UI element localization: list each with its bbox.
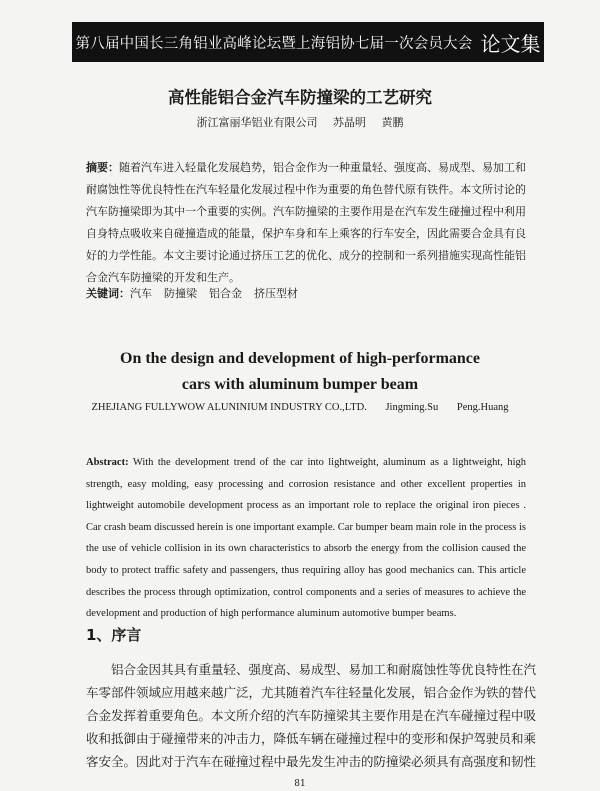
page-number: 81	[294, 779, 306, 789]
conference-banner	[72, 22, 544, 62]
chinese-author: 苏晶明	[333, 116, 366, 129]
collection-label: 论文集	[480, 31, 541, 56]
chinese-abstract-label: 摘要：	[86, 161, 119, 174]
chinese-title: 高性能铝合金汽车防撞梁的工艺研究	[168, 88, 432, 107]
chinese-keywords	[86, 285, 526, 303]
english-abstract	[86, 452, 526, 625]
chinese-affiliation: 浙江富丽华铝业有限公司	[196, 116, 318, 129]
english-title	[0, 346, 600, 398]
keyword: 铝合金	[209, 287, 242, 300]
chinese-abstract	[86, 157, 526, 289]
section-body: 铝合金因其具有重量轻、强度高、易成型、易加工和耐腐蚀性等优良特性在汽车零部件领域应用越来越广泛，尤其随着汽车往轻量化发展，铝合金作为铁的替代合金发挥着重要角色。本文所介绍的汽车防撞梁其主要作用是在汽车碰撞过程中吸收和抵御由于碰撞带来的冲击力，降低车辆在碰撞过程中的变形和保护驾驶员和乘客安全。因此对于汽车在碰撞过程中最先发生冲击的防撞梁必须具有高强度和韧性	[86, 662, 537, 769]
english-author: Peng.Huang	[456, 402, 509, 413]
keyword: 防撞梁	[164, 287, 197, 300]
chinese-author: 黄鹏	[381, 116, 404, 129]
english-affiliation: ZHEJIANG FULLYWOW ALUNINIUM INDUSTRY CO.,LTD.	[91, 402, 367, 413]
english-abstract-label: Abstract:	[86, 457, 129, 468]
chinese-affiliation-line	[0, 114, 600, 130]
keyword: 汽车	[130, 287, 152, 300]
english-title-line: cars with aluminum bumper beam	[181, 376, 419, 393]
english-title-line: On the design and development of high-performance	[120, 350, 480, 367]
section-heading: 1、序言	[86, 626, 142, 644]
english-author: Jingming.Su	[385, 402, 439, 413]
chinese-keywords-label: 关键词：	[86, 287, 130, 300]
conference-name: 第八届中国长三角铝业高峰论坛暨上海铝协七届一次会员大会	[75, 35, 473, 52]
chinese-abstract-text: 随着汽车进入轻量化发展趋势，铝合金作为一种重量轻、强度高、易成型、易加工和耐腐蚀性等优良特性在汽车轻量化发展过程中作为重要的角色替代原有铁件。本文所讨论的汽车防撞梁即为其中一个重要的实例。汽车防撞梁的主要作用是在汽车发生碰撞过程中利用自身特点吸收来自碰撞造成的能量，保护车身和车上乘客的行车安全，因此需要合金具有良好的力学性能。本文主要讨论通过挤压工艺的优化、成分的控制和一系列措施实现高性能铝合金汽车防撞梁的开发和生产。	[86, 161, 526, 284]
keyword: 挤压型材	[254, 287, 298, 300]
english-affiliation-line	[0, 402, 600, 413]
english-abstract-text: With the development trend of the car into lightweight, aluminum as a lightweight, high strength, easy molding, easy processing and corrosion resistance and other excellent properties in lightweight automobile development process as an important role to replace the original iron pieces . Car crash beam discussed herein is one important example. Car bumper beam main role in the process is the use of vehicle collision in its own characteristics to absorb the energy from the collision caused the body to protect traffic safety and passengers, thus requiring alloy has good mechanics can. This article describes the process through optimization, control components and a series of measures to achieve the development and production of high performance aluminum automotive bumper beams.	[86, 457, 526, 620]
